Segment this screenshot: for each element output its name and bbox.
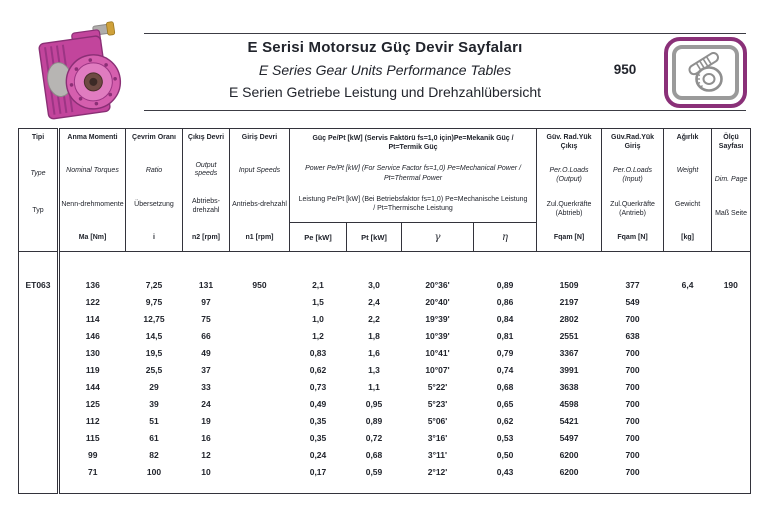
cell-type	[19, 412, 59, 429]
cell-value	[230, 310, 290, 327]
cell-value: 1,1	[368, 381, 380, 392]
table-row	[19, 361, 751, 378]
cell-value: 1,2	[312, 330, 324, 341]
cell-value: 0,53	[496, 432, 514, 443]
cell-value: 10°41'	[425, 347, 450, 358]
cell-value: 29	[149, 381, 159, 392]
cell-value: 19	[201, 415, 211, 426]
cell-value	[230, 395, 290, 412]
cell-value	[230, 446, 290, 463]
table-row	[19, 463, 751, 480]
cell-value: 0,65	[496, 398, 514, 409]
cell-value: 3°11'	[427, 449, 448, 460]
cell-value: 114	[85, 313, 100, 324]
cell-value: 5421	[559, 415, 579, 426]
cell-value	[230, 378, 290, 395]
cell-value: 700	[625, 466, 640, 477]
cell-value: 0,81	[496, 330, 514, 341]
cell-value: 0,79	[496, 347, 514, 358]
table-row	[19, 310, 751, 327]
cell-value: 6200	[559, 449, 579, 460]
cell-value: 3367	[559, 347, 579, 358]
cell-value: 39	[149, 398, 159, 409]
cell-value	[712, 463, 751, 480]
cell-value	[712, 327, 751, 344]
col-header-dimension-page: Ölçü Sayfası Dim. Page Maß Seite	[712, 129, 751, 252]
cell-value: 1,8	[368, 330, 380, 341]
cell-type: ET063	[19, 276, 59, 293]
page-number: 950	[613, 62, 637, 77]
cell-value: 146	[85, 330, 100, 341]
cell-value: 0,17	[309, 466, 327, 477]
cell-value: 20°40'	[425, 296, 450, 307]
table-row	[19, 429, 751, 446]
cell-value: 0,43	[496, 466, 514, 477]
cell-value: 700	[625, 398, 640, 409]
cell-value: 700	[625, 432, 640, 443]
cell-value: 377	[625, 279, 640, 290]
cell-value	[664, 378, 712, 395]
table-row	[19, 327, 751, 344]
cell-value: 130	[85, 347, 100, 358]
cell-value: 20°36'	[425, 279, 450, 290]
cell-value: 49	[201, 347, 211, 358]
cell-type	[19, 344, 59, 361]
cell-value: 3,0	[368, 279, 380, 290]
cell-value: 25,5	[145, 364, 163, 375]
cell-value: 0,89	[365, 415, 383, 426]
table-spacer-row	[19, 252, 751, 277]
cell-value: 119	[85, 364, 100, 375]
cell-value: 9,75	[145, 296, 163, 307]
cell-value	[230, 327, 290, 344]
cell-value: 5497	[559, 432, 579, 443]
cell-value	[230, 293, 290, 310]
cell-value: 100	[146, 466, 162, 477]
page-title-german: E Serien Getriebe Leistung und Drehzahlübersicht	[228, 84, 542, 100]
cell-value: 190	[723, 279, 738, 290]
cell-value: 33	[201, 381, 211, 392]
cell-value	[712, 361, 751, 378]
col-header-radial-load-input: Güv.Rad.Yük Giriş Per.O.Loads (Input) Zul.Querkräfte (Antrieb) Fqam [N]	[602, 129, 664, 252]
cell-value: 0,24	[309, 449, 327, 460]
title-block	[150, 37, 620, 103]
table-body	[19, 276, 751, 480]
cell-type	[19, 446, 59, 463]
page-title-turkish: E Serisi Motorsuz Güç Devir Sayfaları	[247, 39, 523, 56]
cell-value: 0,68	[365, 449, 383, 460]
performance-table	[18, 128, 751, 494]
cell-value	[664, 463, 712, 480]
col-header-radial-load-output: Güv. Rad.Yük Çıkış Per.O.Loads (Output) Zul.Querkräfte (Abtrieb) Fqam [N]	[537, 129, 602, 252]
cell-value: 0,49	[309, 398, 327, 409]
table-row	[19, 378, 751, 395]
subcol-efficiency-eta: η	[474, 223, 537, 252]
col-header-power-group: Güç Pe/Pt [kW] (Servis Faktörü fs=1,0 için)Pe=Mekanik Güç / Pt=Termik Güç Power Pe/Pt [kW] (For Service Factor fs=1,0) Pe=Mechanical Power / Pt=Thermal Power Leistung Pe/Pt [kW] (Bei Betriebsfaktor fs=1,0) Pe=Mechanische Leistung / Pt=Thermische Leistung	[290, 129, 537, 223]
cell-value: 99	[88, 449, 98, 460]
cell-value: 1,3	[368, 364, 380, 375]
cell-value: 19°39'	[425, 313, 450, 324]
cell-value: 71	[88, 466, 98, 477]
cell-value: 5°23'	[427, 398, 448, 409]
cell-value: 7,25	[145, 279, 163, 290]
cell-value: 2,1	[312, 279, 324, 290]
subcol-mechanical-power: Pe [kW]	[290, 223, 347, 252]
cell-value: 1509	[559, 279, 579, 290]
cell-value: 6,4	[681, 279, 694, 290]
cell-value: 37	[201, 364, 211, 375]
cell-value: 2°12'	[427, 466, 448, 477]
cell-value	[712, 378, 751, 395]
cell-type	[19, 361, 59, 378]
cell-value: 112	[85, 415, 100, 426]
cell-value: 700	[625, 313, 640, 324]
cell-value: 12	[201, 449, 211, 460]
table-row	[19, 395, 751, 412]
cell-value: 24	[201, 398, 211, 409]
cell-value: 0,59	[365, 466, 383, 477]
cell-value	[712, 412, 751, 429]
cell-value: 0,68	[496, 381, 514, 392]
cell-value	[230, 361, 290, 378]
table-header	[19, 129, 751, 252]
cell-value: 51	[149, 415, 159, 426]
cell-value	[664, 293, 712, 310]
table-row	[19, 344, 751, 361]
cell-value: 144	[85, 381, 100, 392]
cell-value: 700	[625, 415, 640, 426]
cell-value: 10	[201, 466, 211, 477]
cell-value: 136	[85, 279, 100, 290]
cell-value: 3°16'	[427, 432, 448, 443]
cell-value: 0,84	[496, 313, 514, 324]
table-row	[19, 412, 751, 429]
cell-value: 125	[85, 398, 100, 409]
page-title-english: E Series Gear Units Performance Tables	[258, 62, 512, 78]
cell-value: 1,0	[312, 313, 324, 324]
cell-value	[664, 327, 712, 344]
cell-type	[19, 327, 59, 344]
cell-value	[230, 463, 290, 480]
cell-value: 549	[625, 296, 640, 307]
cell-value: 5°06'	[427, 415, 448, 426]
cell-value	[664, 412, 712, 429]
cell-value: 12,75	[143, 313, 165, 324]
cell-value	[712, 344, 751, 361]
table-row	[19, 276, 751, 293]
cell-value: 10°07'	[425, 364, 450, 375]
cell-value	[664, 344, 712, 361]
cell-value: 2,4	[368, 296, 380, 307]
cell-value: 6200	[559, 466, 579, 477]
cell-value	[664, 395, 712, 412]
cell-value	[230, 429, 290, 446]
cell-value: 0,86	[496, 296, 514, 307]
cell-value: 2197	[559, 296, 579, 307]
cell-value: 700	[625, 449, 640, 460]
cell-value: 700	[625, 347, 640, 358]
cell-value: 82	[149, 449, 159, 460]
col-header-type: Tipi Type Typ	[19, 129, 59, 252]
cell-value: 75	[201, 313, 211, 324]
cell-value: 61	[149, 432, 159, 443]
worm-gear-icon-frame	[664, 37, 747, 108]
worm-gear-icon-inner-frame	[672, 45, 739, 100]
cell-type	[19, 378, 59, 395]
table-spacer-row	[19, 480, 751, 494]
cell-type	[19, 395, 59, 412]
gearbox-photo-svg	[26, 20, 144, 128]
subcol-thermal-power: Pt [kW]	[347, 223, 402, 252]
cell-value: 638	[625, 330, 640, 341]
cell-value	[664, 310, 712, 327]
cell-value: 2802	[559, 313, 579, 324]
cell-type	[19, 463, 59, 480]
col-header-ratio: Çevrim Oranı Ratio Übersetzung i	[126, 129, 183, 252]
cell-value: 0,83	[309, 347, 327, 358]
cell-type	[19, 310, 59, 327]
cell-value: 0,72	[365, 432, 383, 443]
cell-value: 0,35	[309, 415, 327, 426]
table-row	[19, 293, 751, 310]
cell-value: 0,35	[309, 432, 327, 443]
cell-value: 2551	[559, 330, 579, 341]
cell-value: 3638	[559, 381, 579, 392]
gearbox-photo	[26, 20, 144, 128]
col-header-nominal-torque: Anma Momenti Nominal Torques Nenn-drehmomente Ma [Nm]	[59, 129, 126, 252]
cell-value: 115	[85, 432, 100, 443]
table-row	[19, 446, 751, 463]
cell-value: 1,6	[368, 347, 380, 358]
cell-value	[664, 361, 712, 378]
cell-value	[664, 446, 712, 463]
cell-value: 4598	[559, 398, 579, 409]
cell-value: 700	[625, 364, 640, 375]
cell-type	[19, 429, 59, 446]
cell-value	[712, 293, 751, 310]
cell-value: 0,73	[309, 381, 327, 392]
cell-value	[712, 310, 751, 327]
cell-value: 0,50	[496, 449, 514, 460]
cell-value: 2,2	[368, 313, 380, 324]
cell-value: 122	[85, 296, 100, 307]
col-header-input-speed: Giriş Devri Input Speeds Antriebs-drehzahl n1 [rpm]	[230, 129, 290, 252]
cell-value	[230, 412, 290, 429]
cell-value: 19,5	[145, 347, 163, 358]
cell-value	[712, 429, 751, 446]
cell-value: 1,5	[312, 296, 324, 307]
cell-value: 131	[198, 279, 214, 290]
col-header-weight: Ağırlık Weight Gewicht [kg]	[664, 129, 712, 252]
cell-value: 0,62	[496, 415, 514, 426]
cell-value: 66	[201, 330, 211, 341]
cell-value: 0,62	[309, 364, 327, 375]
cell-value: 3991	[559, 364, 579, 375]
subcol-lead-angle-gamma: γ	[402, 223, 474, 252]
cell-value: 5°22'	[427, 381, 448, 392]
worm-gear-icon	[684, 52, 728, 94]
cell-value: 0,89	[496, 279, 514, 290]
cell-value	[664, 429, 712, 446]
cell-value: 97	[201, 296, 211, 307]
cell-value: 0,74	[496, 364, 514, 375]
cell-value: 10°39'	[425, 330, 450, 341]
cell-value: 700	[625, 381, 640, 392]
cell-value: 14,5	[145, 330, 163, 341]
cell-type	[19, 293, 59, 310]
col-header-output-speed: Çıkış Devri Output speeds Abtriebs-drehzahl n2 [rpm]	[183, 129, 230, 252]
cell-value: 16	[201, 432, 211, 443]
cell-value	[230, 344, 290, 361]
cell-value: 950	[252, 279, 267, 290]
cell-value	[712, 446, 751, 463]
cell-value: 0,95	[365, 398, 383, 409]
cell-value	[712, 395, 751, 412]
